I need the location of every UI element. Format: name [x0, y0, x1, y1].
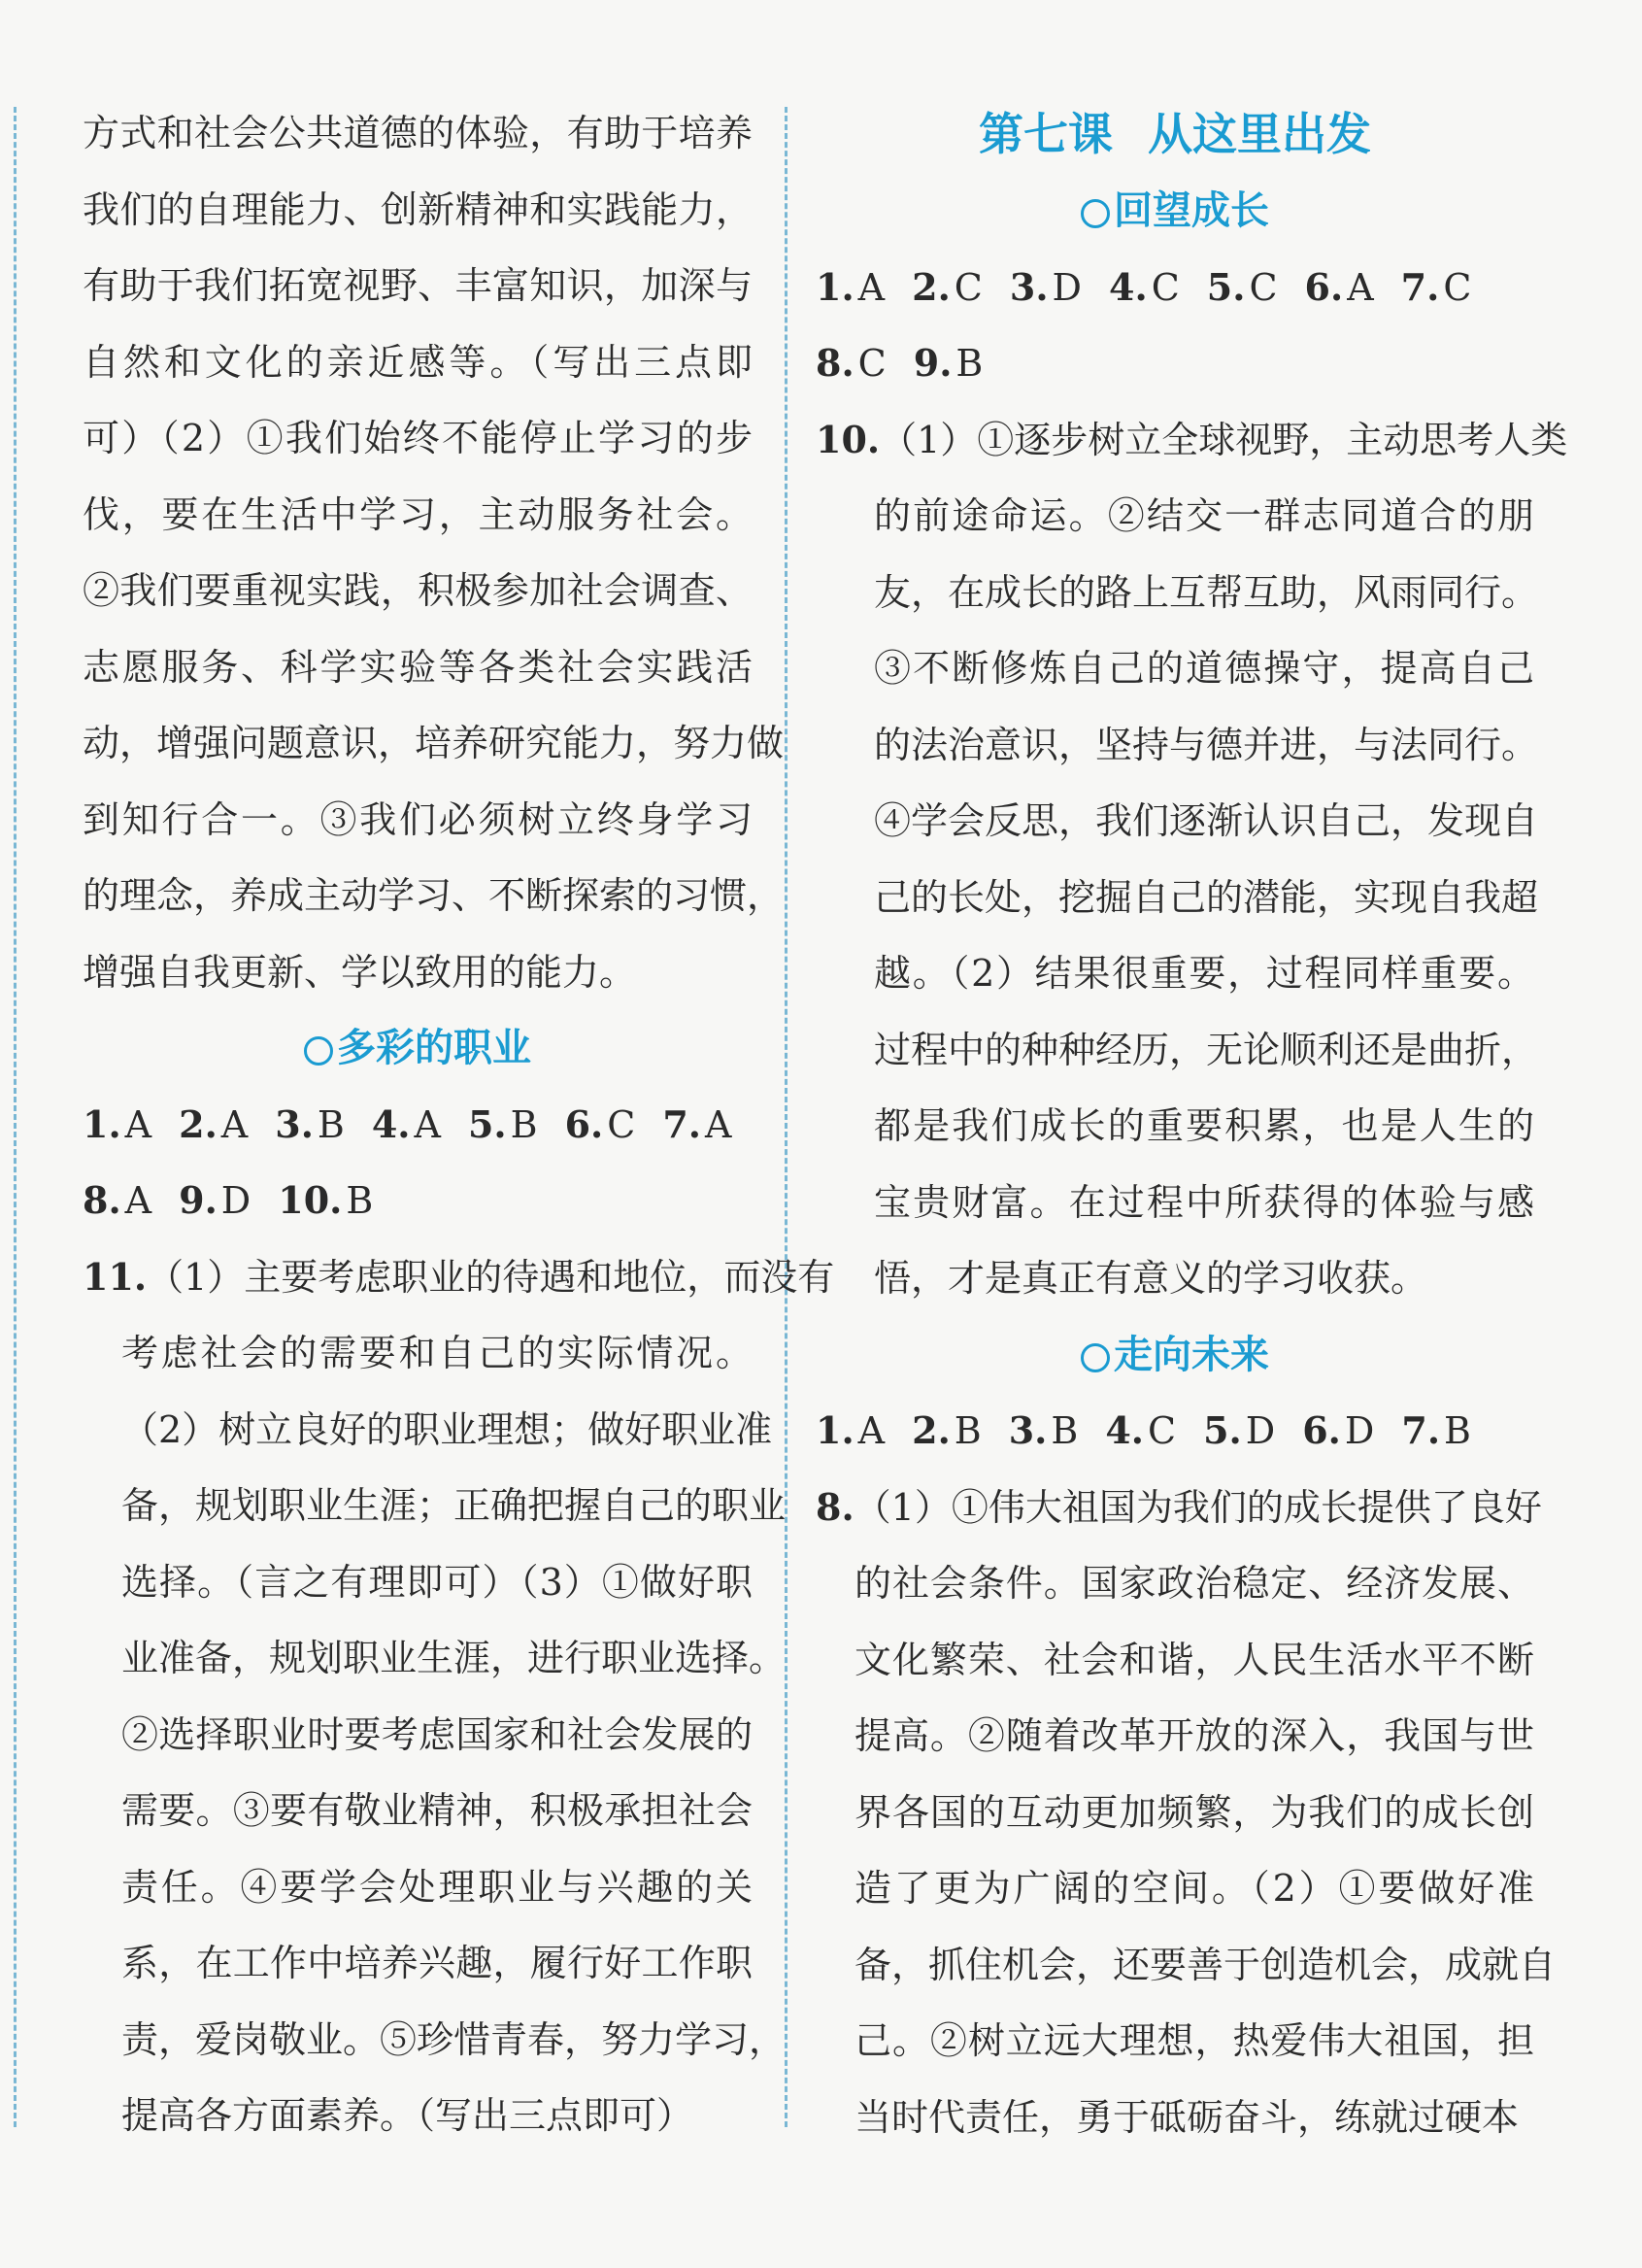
answer-item: [1010, 250, 1082, 326]
question-number: 5.: [467, 1101, 507, 1146]
question-number: 3.: [1009, 264, 1049, 309]
answer-item: [372, 1087, 441, 1164]
answer-item: [83, 1087, 151, 1164]
text-line: 方式和社会公共道德的体验，有助于培养: [83, 112, 753, 154]
answer-letter: D: [1245, 1409, 1276, 1452]
answer-item: [1401, 250, 1472, 326]
column-divider-dashed-line: [785, 107, 787, 2127]
line-text: （1）①伟大祖国为我们的成长提供了良好: [854, 1485, 1542, 1529]
circle-icon: [304, 1036, 333, 1066]
answer-letter: A: [220, 1102, 249, 1146]
answer-item: [278, 1163, 373, 1239]
question-number: 2.: [912, 1408, 951, 1452]
question-number: 5.: [1206, 264, 1246, 309]
answer-letter: A: [124, 1102, 152, 1146]
text-line: [83, 1239, 835, 1316]
question-number: 9.: [179, 1178, 218, 1222]
question-10-answer: [816, 402, 1568, 1317]
answers-row: [816, 250, 1534, 326]
left-edge-dashed-line: [14, 107, 17, 2127]
section-heading-toward-future: 走向未来: [816, 1317, 1534, 1394]
text-line: 责，爱岗敬业。⑤珍惜青春，努力学习，: [121, 2017, 787, 2061]
answer-item: [912, 1393, 982, 1470]
answer-item: [179, 1087, 248, 1164]
answer-letter: B: [954, 1409, 982, 1452]
answer-item: [1302, 1393, 1374, 1470]
question-number: 9.: [913, 341, 953, 385]
answer-item: [1109, 250, 1180, 326]
answer-letter: C: [1148, 1409, 1177, 1452]
text-line: 有助于我们拓宽视野、丰富知识，加深与: [83, 264, 753, 307]
text-line: ④学会反思，我们逐渐认识自己，发现自: [874, 799, 1539, 842]
text-line: 过程中的种种经历，无论顺利还是曲折，: [874, 1028, 1539, 1071]
text-line: 提高。②随着改革开放的深入，我国与世: [855, 1714, 1534, 1757]
line-text: （1）主要考虑职业的待遇和地位，而没有: [147, 1255, 835, 1299]
question-number: 11.: [83, 1254, 148, 1299]
text-line: 宝贵财富。在过程中所获得的体验与感: [874, 1180, 1534, 1224]
answer-letter: C: [607, 1102, 636, 1146]
text-line: 考虑社会的需要和自己的实际情况。: [121, 1332, 753, 1374]
answer-item: [816, 325, 887, 402]
answer-item: [1305, 250, 1374, 326]
answer-item: [912, 250, 983, 326]
question-number: 6.: [564, 1101, 604, 1146]
answer-item: [468, 1087, 538, 1164]
text-line: 到知行合一。③我们必须树立终身学习: [83, 797, 753, 841]
question-11-answer: [83, 1239, 835, 2154]
text-line: 系，在工作中培养兴趣，履行好工作职: [121, 1942, 753, 1984]
text-line: 业准备，规划职业生涯，进行职业选择。: [121, 1637, 787, 1679]
question-number: 6.: [1302, 1408, 1341, 1452]
text-line: [816, 402, 1568, 479]
text-line: 志愿服务、科学实验等各类社会实践活: [83, 645, 753, 689]
section-heading-colorful-careers: 多彩的职业: [83, 1010, 753, 1087]
right-column: [816, 95, 1568, 2155]
question-number: 4.: [1109, 264, 1148, 309]
question-number: 10.: [278, 1178, 343, 1222]
answer-item: [816, 250, 885, 326]
text-line: 文化繁荣、社会和谐，人民生活水平不断: [855, 1638, 1534, 1681]
text-line: 选择。（言之有理即可）（3）①做好职: [121, 1560, 753, 1604]
text-line: 当时代责任，勇于砥砺奋斗，练就过硬本: [855, 2095, 1520, 2139]
left-column: [83, 95, 835, 2154]
question-8-answer: [816, 1470, 1557, 2156]
text-line: 伐，要在生活中学习，主动服务社会。: [83, 492, 753, 536]
answer-item: [179, 1163, 251, 1239]
answer-item: [662, 1087, 731, 1164]
answer-letter: B: [955, 342, 984, 385]
circle-icon: [1081, 1343, 1110, 1372]
text-line: ③不断修炼自己的道德操守，提高自己: [874, 647, 1534, 690]
text-line: 提高各方面素养。（写出三点即可）: [121, 2094, 694, 2137]
question-number: 8.: [816, 341, 855, 385]
answer-item: [83, 1163, 151, 1239]
text-line: （2）树立良好的职业理想；做好职业准: [121, 1407, 773, 1451]
text-line: 越。（2）结果很重要，过程同样重要。: [874, 952, 1534, 995]
question-number: 1.: [816, 1408, 855, 1452]
text-line: 界各国的互动更加频繁，为我们的成长创: [855, 1790, 1534, 1834]
answer-letter: D: [1052, 265, 1083, 309]
answer-item: [1401, 1393, 1471, 1470]
text-line: 增强自我更新、学以致用的能力。: [83, 950, 637, 994]
text-line: 自然和文化的亲近感等。（写出三点即: [83, 340, 753, 384]
answers-row: [816, 325, 1534, 402]
answer-letter: C: [1443, 265, 1472, 309]
text-line: 造了更为广阔的空间。（2）①要做好准: [855, 1867, 1534, 1910]
answer-letter: D: [220, 1179, 251, 1222]
answer-letter: A: [857, 265, 886, 309]
question-number: 8.: [83, 1178, 121, 1222]
text-line: 都是我们成长的重要积累，也是人生的: [874, 1104, 1534, 1147]
answer-item: [1009, 1393, 1079, 1470]
text-line: ②选择职业时要考虑国家和社会发展的: [121, 1712, 753, 1756]
answer-letter: A: [705, 1102, 732, 1146]
line-text: （1）①逐步树立全球视野，主动思考人类: [880, 418, 1568, 461]
answer-letter: C: [1249, 265, 1278, 309]
answer-letter: B: [1444, 1409, 1471, 1452]
question-number: 2.: [179, 1101, 218, 1146]
answer-item: [914, 325, 984, 402]
question-number: 6.: [1304, 264, 1344, 309]
text-line: 我们的自理能力、创新精神和实践能力，: [83, 187, 753, 231]
answer-letter: D: [1344, 1409, 1375, 1452]
answers-row: [83, 1163, 753, 1239]
answer-letter: B: [317, 1102, 345, 1146]
question-number: 3.: [1008, 1408, 1048, 1452]
question-number: 2.: [912, 264, 951, 309]
answer-item: [1207, 250, 1278, 326]
text-line: 动，增强问题意识，培养研究能力，努力做: [83, 722, 785, 764]
answers-row: [816, 1393, 1534, 1470]
text-line: 需要。③要有敬业精神，积极承担社会: [121, 1789, 753, 1832]
text-line: 备，抓住机会，还要善于创造机会，成就自: [855, 1943, 1557, 1986]
question-number: 10.: [816, 417, 881, 461]
answer-letter: A: [1347, 265, 1374, 309]
section-heading-looking-back: 回望成长: [816, 173, 1534, 250]
text-line: 悟，才是真正有意义的学习收获。: [874, 1257, 1428, 1300]
answer-letter: B: [346, 1179, 374, 1222]
answer-letter: C: [954, 265, 983, 309]
question-number: 7.: [662, 1101, 702, 1146]
question-number: 1.: [83, 1101, 121, 1146]
question-number: 3.: [275, 1101, 314, 1146]
answer-letter: A: [857, 1409, 886, 1452]
answer-letter: B: [510, 1102, 538, 1146]
text-line: 可）（2）①我们始终不能停止学习的步: [83, 417, 753, 459]
answer-letter: A: [124, 1179, 152, 1222]
question-number: 7.: [1401, 1408, 1441, 1452]
question-number: 5.: [1203, 1408, 1242, 1452]
question-number: 1.: [816, 264, 855, 309]
text-line: 备，规划职业生涯；正确把握自己的职业: [121, 1484, 787, 1527]
answer-item: [565, 1087, 636, 1164]
text-line: 的理念，养成主动学习、不断探索的习惯，: [83, 874, 785, 917]
answer-letter: B: [1051, 1409, 1079, 1452]
circle-icon: [1081, 199, 1110, 228]
answer-item: [275, 1087, 345, 1164]
continuation-answer-text: [83, 95, 785, 1010]
question-number: 8.: [816, 1484, 855, 1529]
answer-item: [816, 1393, 885, 1470]
answer-item: [1105, 1393, 1176, 1470]
lesson-title: 第七课 从这里出发: [979, 108, 1371, 160]
text-line: [816, 1470, 1542, 1546]
text-line: 己的长处，挖掘自己的潜能，实现自我超: [874, 875, 1539, 919]
answers-row: [83, 1087, 753, 1164]
question-number: 4.: [371, 1101, 411, 1146]
text-line: 友，在成长的路上互帮互助，风雨同行。: [874, 570, 1539, 614]
text-line: 己。②树立远大理想，热爱伟大祖国，担: [855, 2019, 1534, 2062]
text-line: ②我们要重视实践，积极参加社会调查、: [83, 569, 753, 612]
answer-letter: C: [1151, 265, 1180, 309]
text-line: 的前途命运。②结交一群志同道合的朋: [874, 494, 1534, 537]
text-line: 责任。④要学会处理职业与兴趣的关: [121, 1865, 753, 1909]
answer-letter: A: [414, 1102, 441, 1146]
text-line: 的法治意识，坚持与德并进，与法同行。: [874, 723, 1539, 766]
question-number: 7.: [1400, 264, 1440, 309]
answer-letter: C: [857, 342, 887, 385]
text-line: 的社会条件。国家政治稳定、经济发展、: [855, 1562, 1534, 1605]
question-number: 4.: [1105, 1408, 1145, 1452]
answer-item: [1203, 1393, 1275, 1470]
